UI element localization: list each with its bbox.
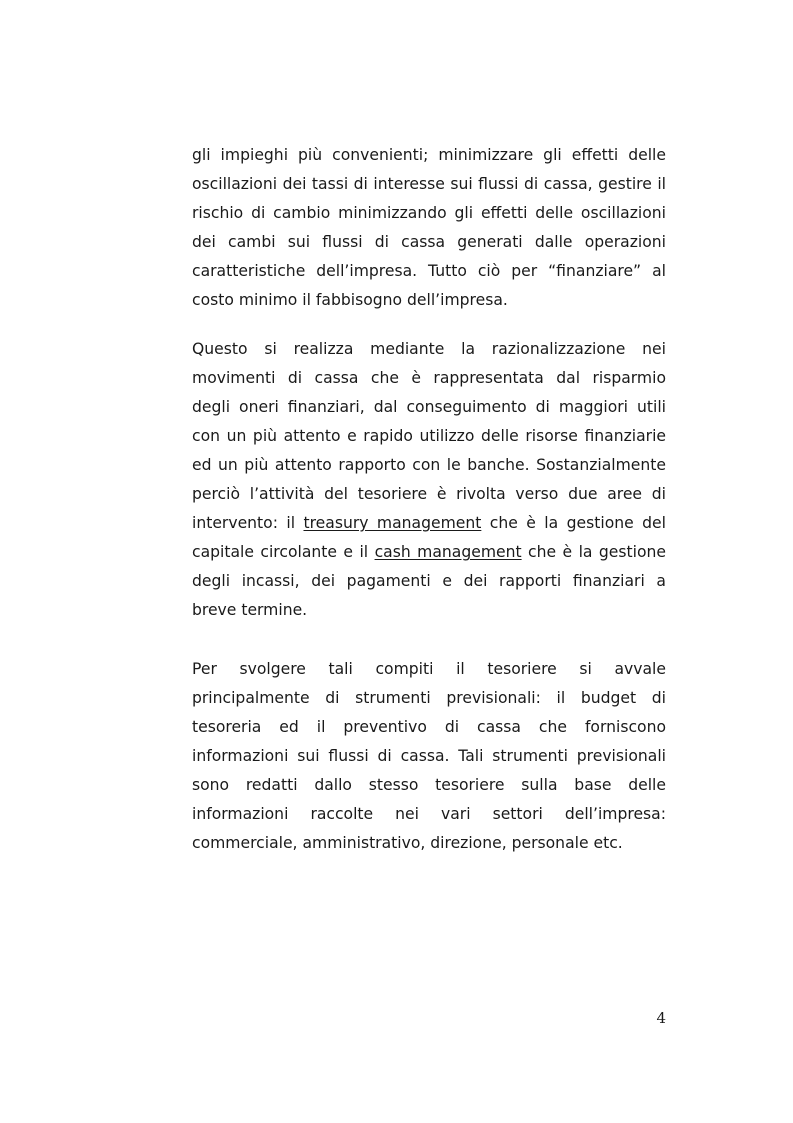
- text-line: breve termine.: [192, 601, 308, 619]
- underlined-term-treasury-management: treasury management: [303, 514, 482, 532]
- text-line: Per svolgere tali compiti il tesoriere si avvale: [192, 660, 666, 678]
- text-line: informazioni raccolte nei vari settori dell’impresa:: [192, 805, 666, 823]
- text-line: movimenti di cassa che è rappresentata dal risparmio: [192, 369, 666, 387]
- text-segment: che è la gestione: [521, 543, 666, 561]
- text-line: informazioni sui flussi di cassa. Tali strumenti previsionali: [192, 747, 666, 765]
- text-line: gli impieghi più convenienti; minimizzare gli effetti delle: [192, 146, 666, 164]
- text-line: tesoreria ed il preventivo di cassa che forniscono: [192, 718, 666, 736]
- text-segment: capitale circolante e il: [192, 543, 375, 561]
- text-line: dei cambi sui flussi di cassa generati dalle operazioni: [192, 233, 666, 251]
- text-line: degli oneri finanziari, dal conseguimento di maggiori utili: [192, 398, 666, 416]
- text-line: [192, 509, 666, 538]
- text-segment: intervento: il: [192, 514, 304, 532]
- text-line: costo minimo il fabbisogno dell’impresa.: [192, 291, 508, 309]
- text-line: [192, 538, 666, 567]
- text-line: oscillazioni dei tassi di interesse sui flussi di cassa, gestire il: [192, 175, 666, 193]
- text-segment: che è la gestione del: [481, 514, 666, 532]
- text-line: caratteristiche dell’impresa. Tutto ciò per “finanziare” al: [192, 262, 666, 280]
- text-line: rischio di cambio minimizzando gli effetti delle oscillazioni: [192, 204, 666, 222]
- underlined-term-cash-management: cash management: [374, 543, 522, 561]
- text-line: ed un più attento rapporto con le banche. Sostanzialmente: [192, 456, 666, 474]
- paragraph-2: [192, 335, 666, 625]
- text-line: con un più attento e rapido utilizzo delle risorse finanziarie: [192, 427, 666, 445]
- page-number: 4: [656, 1009, 666, 1027]
- text-line: sono redatti dallo stesso tesoriere sulla base delle: [192, 776, 666, 794]
- text-line: commerciale, amministrativo, direzione, personale etc.: [192, 834, 623, 852]
- paragraph-1: [192, 141, 666, 315]
- paragraph-3: [192, 655, 666, 858]
- text-line: principalmente di strumenti previsionali: il budget di: [192, 689, 666, 707]
- text-line: Questo si realizza mediante la razionalizzazione nei: [192, 340, 666, 358]
- text-line: degli incassi, dei pagamenti e dei rapporti finanziari a: [192, 572, 666, 590]
- text-line: perciò l’attività del tesoriere è rivolta verso due aree di: [192, 485, 666, 503]
